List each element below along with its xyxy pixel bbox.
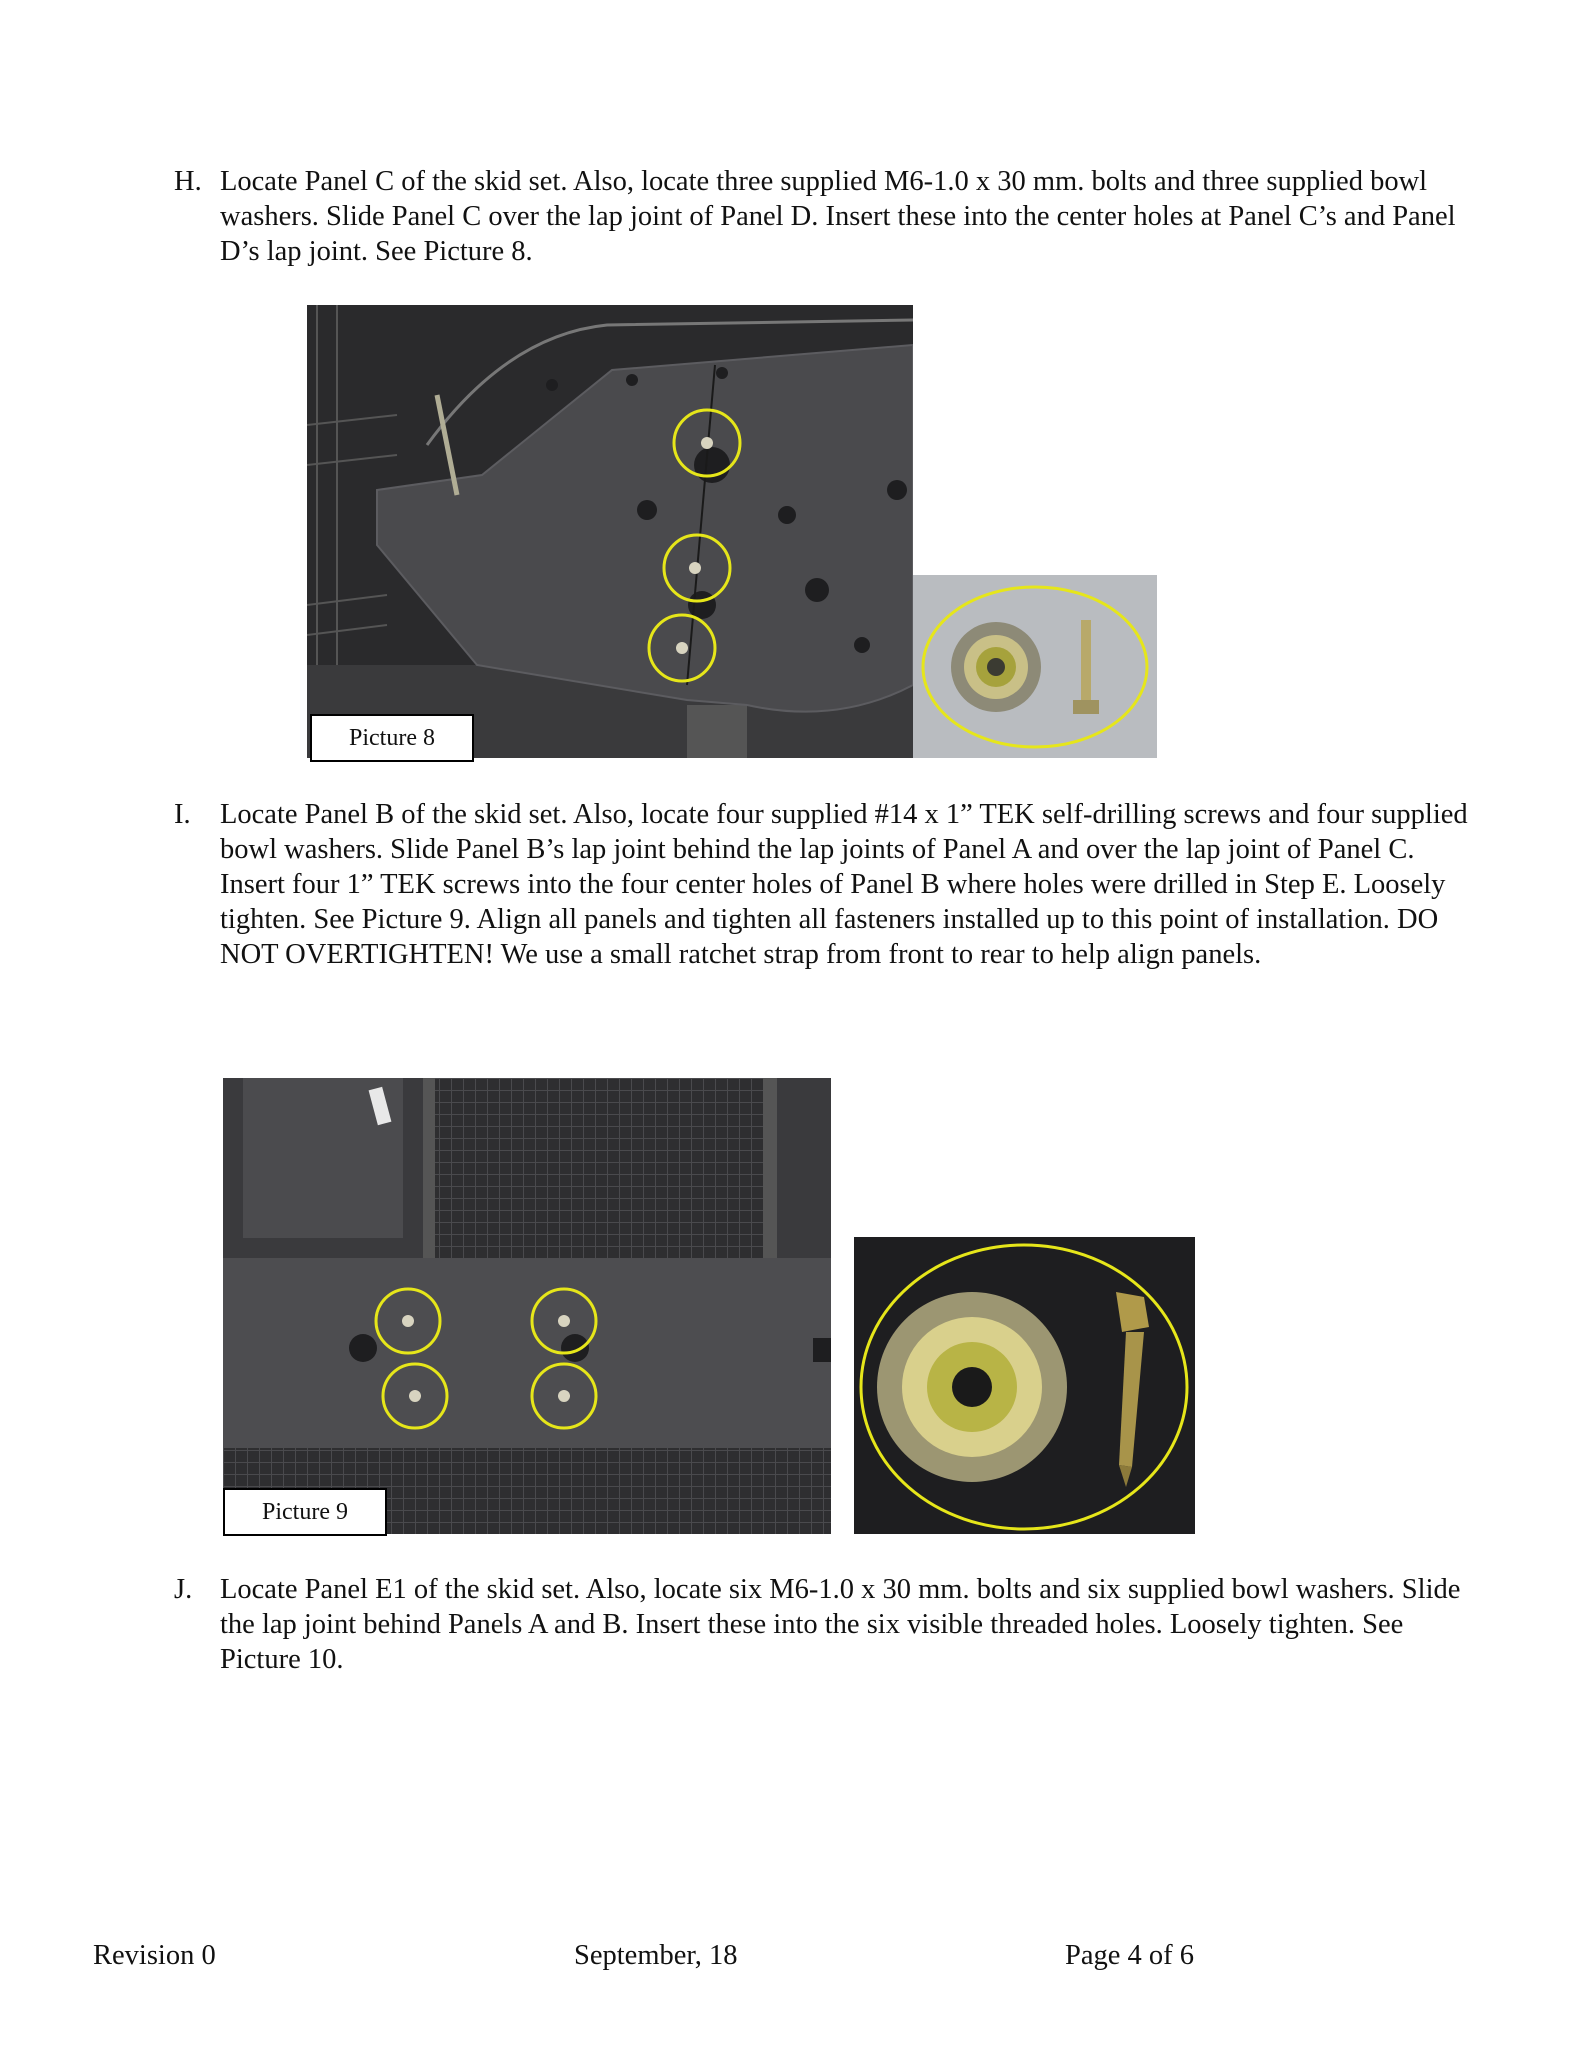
picture-8-hardware-photo (913, 575, 1157, 758)
footer-page-number: Page 4 of 6 (1065, 1940, 1195, 1971)
step-text: Locate Panel E1 of the skid set. Also, locate six M6-1.0 x 30 mm. bolts and six supplied bowl washers. Slide the lap joint behind Panels A and B. Insert these into the six visible threaded holes. Loosely tighten. See Picture 10. (220, 1574, 1461, 1675)
step-letter: J. (174, 1574, 193, 1605)
picture-9-hardware-photo (854, 1237, 1195, 1534)
step-h (174, 164, 1474, 269)
footer-date: September, 18 (574, 1940, 738, 1971)
step-text: Locate Panel C of the skid set. Also, locate three supplied M6-1.0 x 30 mm. bolts and three supplied bowl washers. Slide Panel C over the lap joint of Panel D. Insert these into the center holes at Panel C’s and Panel D’s lap joint. See Picture 8. (220, 166, 1456, 267)
picture-9-caption: Picture 9 (223, 1488, 387, 1536)
step-letter: I. (174, 799, 191, 830)
picture-8-caption: Picture 8 (310, 714, 474, 762)
step-letter: H. (174, 166, 202, 197)
step-text: Locate Panel B of the skid set. Also, locate four supplied #14 x 1” TEK self-drilling screws and four supplied bowl washers. Slide Panel B’s lap joint behind the lap joints of Panel A and over the lap joint of Panel C. Insert four 1” TEK screws into the four center holes of Panel B where holes were drilled in Step E. Loosely tighten. See Picture 9. Align all panels and tighten all fasteners installed up to this point of installation. DO NOT OVERTIGHTEN! We use a small ratchet strap from front to rear to help align panels. (220, 799, 1468, 970)
picture-8-photo (307, 305, 913, 758)
picture-9-photo (223, 1078, 831, 1534)
step-j (174, 1572, 1474, 1677)
footer-revision: Revision 0 (93, 1940, 216, 1971)
step-i (174, 797, 1474, 972)
